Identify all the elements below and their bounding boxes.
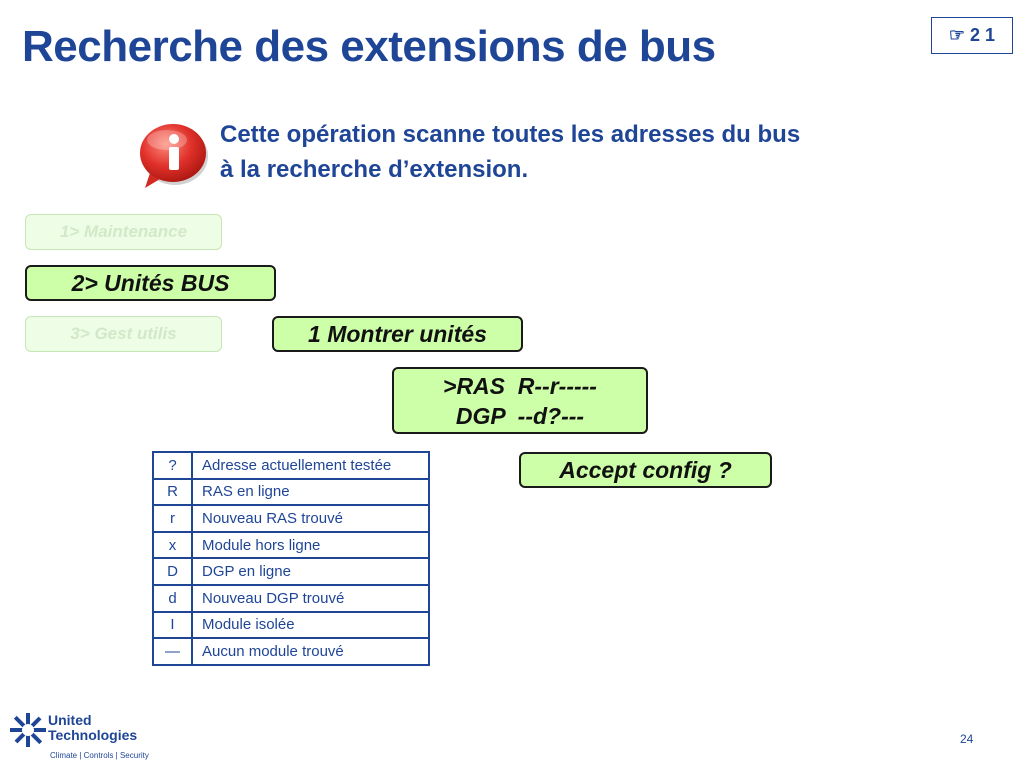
accept-config-prompt[interactable]: Accept config ?	[519, 452, 772, 488]
legend-symbol: —	[153, 638, 192, 665]
legend-symbol: ?	[153, 452, 192, 479]
info-text-line-2: à la recherche d’extension.	[220, 156, 529, 183]
logo-tagline: Climate | Controls | Security	[50, 751, 149, 760]
menu-item-unites-bus[interactable]: 2> Unités BUS	[25, 265, 276, 301]
slide-title: Recherche des extensions de bus	[22, 22, 716, 71]
legend-symbol: r	[153, 505, 192, 532]
legend-row	[153, 452, 429, 479]
united-technologies-logo	[10, 711, 160, 763]
legend-meaning: Module isolée	[192, 612, 429, 639]
submenu-montrer-unites[interactable]: 1 Montrer unités	[272, 316, 523, 352]
legend-meaning: Aucun module trouvé	[192, 638, 429, 665]
legend-symbol: d	[153, 585, 192, 612]
legend-row	[153, 505, 429, 532]
legend-meaning: RAS en ligne	[192, 479, 429, 506]
legend-meaning: Adresse actuellement testée	[192, 452, 429, 479]
legend-meaning: Nouveau DGP trouvé	[192, 585, 429, 612]
info-text-line-1: Cette opération scanne toutes les adresses du bus	[220, 121, 801, 148]
legend-row	[153, 585, 429, 612]
united-technologies-logo-icon	[10, 713, 46, 747]
info-bubble-icon	[137, 122, 209, 190]
logo-name-line-2: Technologies	[48, 727, 138, 743]
legend-row	[153, 638, 429, 665]
legend-table	[152, 451, 430, 666]
legend-row	[153, 612, 429, 639]
menu-item-gest-utilis[interactable]: 3> Gest utilis	[25, 316, 222, 352]
legend-symbol: I	[153, 612, 192, 639]
legend-row	[153, 558, 429, 585]
legend-symbol: D	[153, 558, 192, 585]
logo-name-line-1: United	[48, 712, 92, 728]
legend-symbol: x	[153, 532, 192, 559]
legend-meaning: DGP en ligne	[192, 558, 429, 585]
display-line-1: >RAS R--r-----	[443, 372, 597, 399]
legend-row	[153, 532, 429, 559]
info-text	[220, 117, 920, 187]
page-reference-box: ☞ 2 1	[931, 17, 1013, 54]
bus-display-screen	[392, 367, 648, 434]
logo-name	[48, 713, 137, 743]
legend-symbol: R	[153, 479, 192, 506]
legend-meaning: Nouveau RAS trouvé	[192, 505, 429, 532]
display-line-2: DGP --d?---	[455, 402, 585, 429]
menu-item-maintenance[interactable]: 1> Maintenance	[25, 214, 222, 250]
page-number: 24	[960, 732, 974, 746]
legend-meaning: Module hors ligne	[192, 532, 429, 559]
legend-row	[153, 479, 429, 506]
